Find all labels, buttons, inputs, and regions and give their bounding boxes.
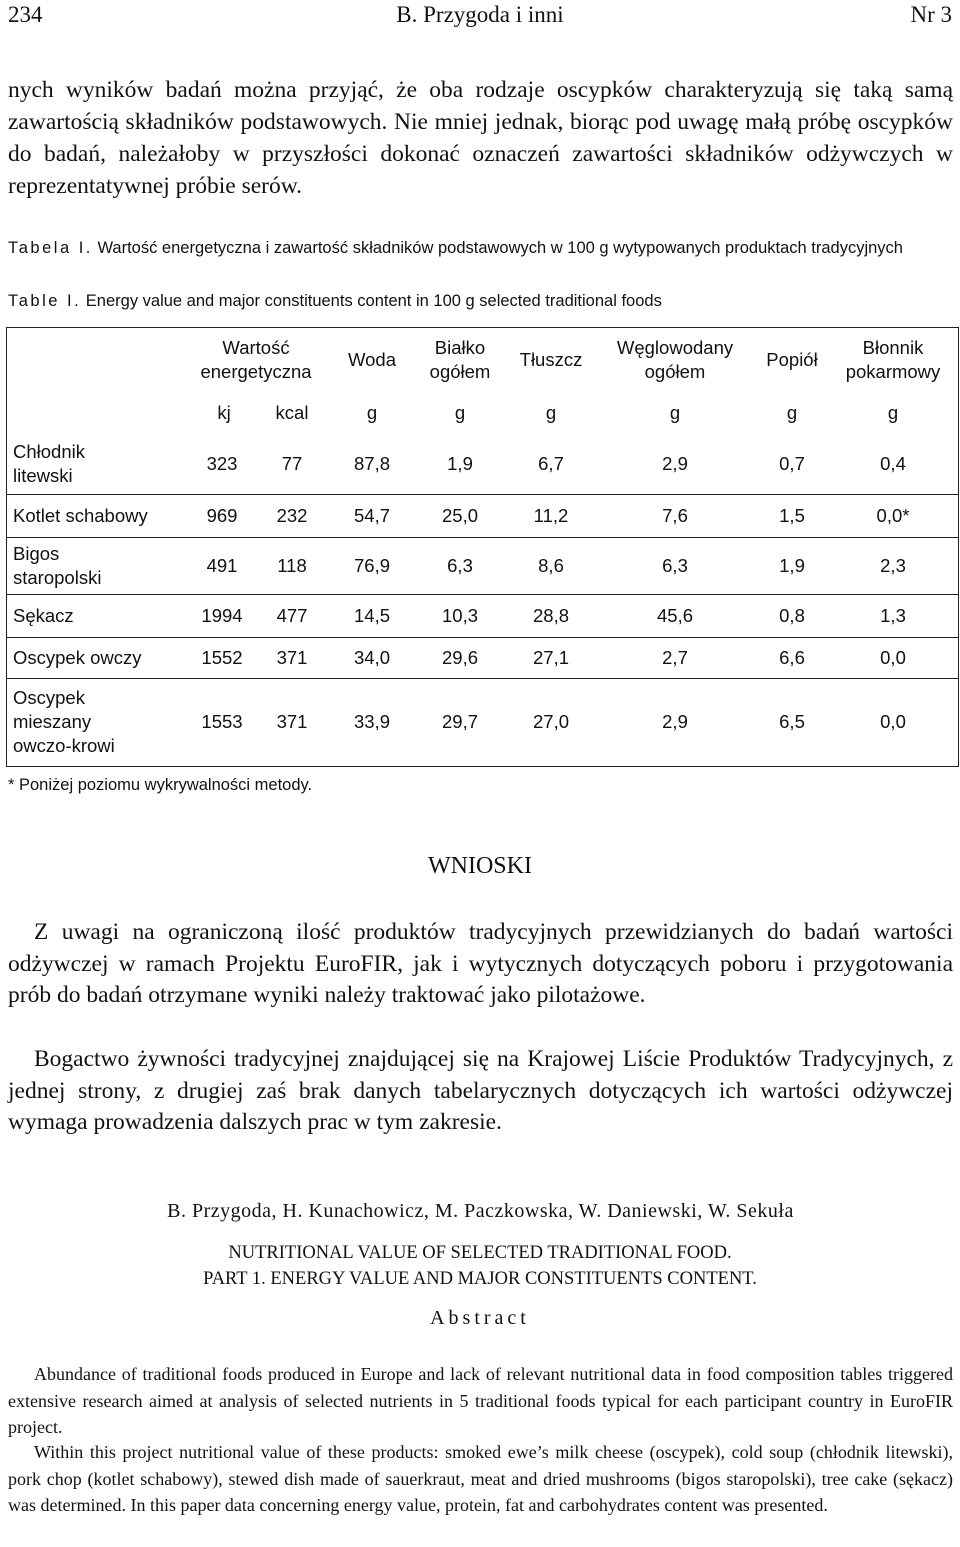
value-cell: 491 bbox=[206, 554, 238, 576]
conclusion-paragraph: Z uwagi na ograniczoną ilość produktów tradycyjnych przewidzianych do badań wartości odżywczej w ramach Projektu EuroFIR, jak i wytycznych dotyczących poboru i przygotowania prób do badań otrzymane wyniki należy traktować jako pilotażowe. bbox=[8, 919, 953, 1008]
value-cell: 0,0 bbox=[880, 646, 906, 668]
value-cell: 1994 bbox=[201, 604, 243, 626]
value-cell: 6,7 bbox=[538, 453, 564, 474]
value-cell: 8,6 bbox=[538, 554, 564, 576]
row-label: Oscypek mieszany owczo-krowi bbox=[13, 687, 115, 756]
unit-cell: g bbox=[454, 402, 466, 423]
value-cell: 118 bbox=[277, 554, 307, 576]
caption-label: Table I. bbox=[8, 292, 82, 310]
value-cell: 6,5 bbox=[779, 711, 805, 732]
value-cell: 25,0 bbox=[441, 504, 479, 526]
value-cell: 1,3 bbox=[880, 604, 906, 626]
unit-cell: g bbox=[786, 402, 798, 423]
unit-cell: kj bbox=[217, 402, 231, 423]
value-cell: 33,9 bbox=[353, 711, 391, 732]
unit-cell: kcal bbox=[275, 402, 309, 423]
value-cell: 7,6 bbox=[662, 504, 688, 526]
table-footnote: * Poniżej poziomu wykrywalności metody. bbox=[8, 776, 313, 794]
value-cell: 1553 bbox=[201, 711, 243, 732]
value-cell: 2,9 bbox=[662, 711, 688, 732]
abstract-heading: Abstract bbox=[430, 1307, 530, 1329]
unit-cell: g bbox=[545, 402, 557, 423]
row-label: Bigos staropolski bbox=[13, 542, 102, 588]
nutrition-table bbox=[6, 327, 959, 767]
running-head bbox=[8, 2, 952, 32]
value-cell: 28,8 bbox=[532, 604, 570, 626]
column-header: Popiół bbox=[766, 349, 818, 370]
value-cell: 2,9 bbox=[662, 453, 688, 474]
table-rule bbox=[7, 678, 958, 679]
abstract-authors: B. Przygoda, H. Kunachowicz, M. Paczkowska, W. Daniewski, W. Sekuła bbox=[167, 1200, 794, 1222]
value-cell: 27,1 bbox=[532, 646, 570, 668]
value-cell: 371 bbox=[276, 646, 308, 668]
value-cell: 2,7 bbox=[662, 646, 688, 668]
unit-cell: g bbox=[366, 402, 378, 423]
caption-label: Tabela I. bbox=[8, 239, 93, 257]
column-header: Białko ogółem bbox=[429, 337, 491, 382]
value-cell: 1,9 bbox=[779, 554, 805, 576]
conclusion-paragraph: Bogactwo żywności tradycyjnej znajdującej się na Krajowej Liście Produktów Tradycyjnych, z jednej strony, z drugiej zaś brak danych tabelarycznych dotyczących ich wartości odżywczej wymaga prowadzenia dalszych prac w tym zakresie. bbox=[8, 1046, 953, 1135]
value-cell: 0,8 bbox=[779, 604, 805, 626]
running-head-authors: B. Przygoda i inni bbox=[396, 2, 564, 27]
value-cell: 323 bbox=[206, 453, 238, 474]
value-cell: 14,5 bbox=[353, 604, 391, 626]
caption-text: Wartość energetyczna i zawartość składników podstawowych w 100 g wytypowanych produktach tradycyjnych bbox=[92, 239, 903, 257]
value-cell: 6,3 bbox=[447, 554, 473, 576]
row-label: Oscypek owczy bbox=[13, 646, 142, 668]
value-cell: 77 bbox=[281, 453, 303, 474]
unit-cell: g bbox=[887, 402, 899, 423]
unit-cell: g bbox=[669, 402, 681, 423]
table-rule bbox=[7, 637, 958, 638]
value-cell: 11,2 bbox=[533, 504, 569, 526]
row-label: Sękacz bbox=[13, 604, 74, 626]
table-caption-en bbox=[8, 289, 953, 313]
caption-text: Energy value and major constituents content in 100 g selected traditional foods bbox=[81, 292, 662, 310]
value-cell: 6,6 bbox=[779, 646, 805, 668]
column-header: Błonnik pokarmowy bbox=[845, 337, 941, 382]
value-cell: 54,7 bbox=[353, 504, 391, 526]
value-cell: 0,4 bbox=[880, 453, 906, 474]
value-cell: 29,6 bbox=[441, 646, 479, 668]
page-number: 234 bbox=[8, 2, 43, 27]
table-caption-pl bbox=[8, 236, 953, 260]
table-rule bbox=[7, 494, 958, 495]
value-cell: 87,8 bbox=[353, 453, 391, 474]
value-cell: 1,5 bbox=[779, 504, 805, 526]
value-cell: 477 bbox=[276, 604, 308, 626]
section-heading: WNIOSKI bbox=[428, 853, 532, 879]
abstract-paragraph: Within this project nutritional value of these products: smoked ewe’s milk cheese (oscypek), cold soup (chłodnik litewski), pork chop (kotlet schabowy), stewed dish made of sauerkraut, meat and dried mushrooms (bigos staropolski), tree cake (sękacz) was determined. In this paper data concerning energy value, protein, fat and carbohydrates content was presented. bbox=[8, 1442, 953, 1515]
column-header: Tłuszcz bbox=[519, 349, 583, 370]
value-cell: 34,0 bbox=[353, 646, 391, 668]
row-label: Chłodnik litewski bbox=[13, 441, 85, 486]
value-cell: 1552 bbox=[201, 646, 243, 668]
value-cell: 969 bbox=[206, 504, 238, 526]
row-label: Kotlet schabowy bbox=[13, 504, 148, 526]
value-cell: 371 bbox=[276, 711, 308, 732]
value-cell: 1,9 bbox=[447, 453, 473, 474]
value-cell: 0,7 bbox=[779, 453, 805, 474]
column-header: Wartość energetyczna bbox=[200, 337, 312, 382]
value-cell: 45,6 bbox=[656, 604, 694, 626]
issue-number: Nr 3 bbox=[910, 2, 952, 27]
abstract-paragraph: Abundance of traditional foods produced in Europe and lack of relevant nutritional data in food composition tables triggered extensive research aimed at analysis of selected nutrients in 5 traditional foods typical for each participant country in EuroFIR project. bbox=[8, 1364, 953, 1437]
column-header: Węglowodany ogółem bbox=[616, 337, 734, 382]
english-title-line: NUTRITIONAL VALUE OF SELECTED TRADITIONAL FOOD. bbox=[228, 1243, 732, 1263]
column-header: Woda bbox=[348, 349, 396, 370]
body-paragraph: nych wyników badań można przyjąć, że oba rodzaje oscypków charakteryzują się taką samą zawartością składników podstawowych. Nie mniej jednak, biorąc pod uwagę małą próbę oscypków do badań, należałoby w przyszłości dokonać oznaczeń zawartości składników odżywczych w reprezentatywnej próbie serów. bbox=[8, 77, 953, 199]
value-cell: 76,9 bbox=[353, 554, 391, 576]
english-title-line: PART 1. ENERGY VALUE AND MAJOR CONSTITUENTS CONTENT. bbox=[203, 1269, 757, 1289]
value-cell: 10,3 bbox=[441, 604, 479, 626]
value-cell: 0,0* bbox=[876, 504, 910, 526]
value-cell: 0,0 bbox=[880, 711, 906, 732]
value-cell: 6,3 bbox=[662, 554, 688, 576]
value-cell: 2,3 bbox=[880, 554, 906, 576]
value-cell: 232 bbox=[276, 504, 308, 526]
value-cell: 29,7 bbox=[441, 711, 479, 732]
value-cell: 27,0 bbox=[532, 711, 570, 732]
table-rule bbox=[7, 537, 958, 538]
table-rule bbox=[7, 594, 958, 595]
